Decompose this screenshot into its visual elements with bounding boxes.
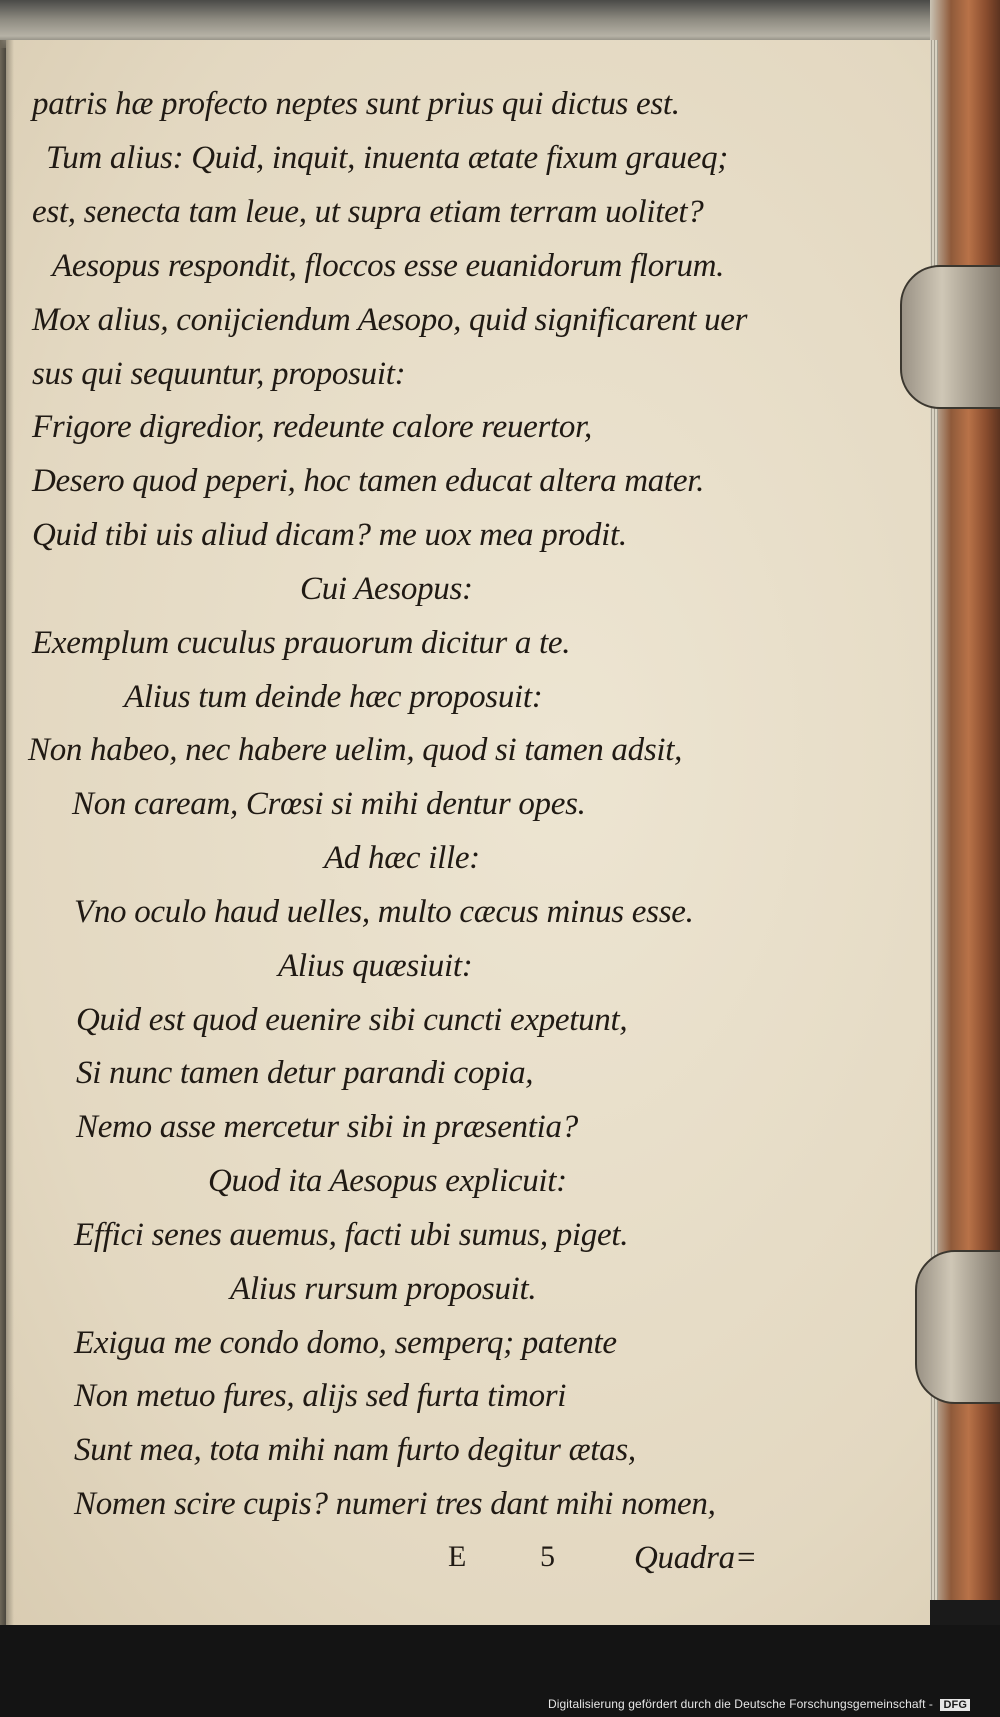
text-line: Alius tum deinde hæc proposuit: — [124, 679, 543, 715]
text-line: Quod ita Aesopus explicuit: — [208, 1163, 567, 1199]
signature-mark: E — [448, 1540, 467, 1573]
text-line: Non caream, Crœsi si mihi dentur opes. — [72, 786, 586, 822]
text-line: Cui Aesopus: — [300, 571, 473, 607]
text-line: Quid tibi uis aliud dicam? me uox mea prodit. — [32, 517, 627, 553]
catchword: Quadra= — [634, 1540, 757, 1576]
text-line: Quid est quod euenire sibi cuncti expetunt, — [76, 1002, 628, 1038]
text-line: Non habeo, nec habere uelim, quod si tamen adsit, — [28, 732, 683, 768]
text-line: Vno oculo haud uelles, multo cæcus minus esse. — [74, 894, 694, 930]
text-line: sus qui sequuntur, proposuit: — [32, 356, 406, 392]
text-line: patris hæ profecto neptes sunt prius qui dictus est. — [32, 86, 680, 122]
text-line: Alius rursum proposuit. — [230, 1271, 537, 1307]
text-line: Alius quæsiuit: — [278, 948, 473, 984]
text-line: Exigua me condo domo, semperq; patente — [74, 1325, 617, 1361]
text-line: Non metuo fures, alijs sed furta timori — [74, 1378, 567, 1414]
text-line: Exemplum cuculus prauorum dicitur a te. — [32, 625, 571, 661]
clasp-top — [900, 265, 1000, 409]
gutter-shadow — [0, 40, 14, 1625]
text-line: Aesopus respondit, floccos esse euanidorum florum. — [52, 248, 725, 284]
signature-number: 5 — [540, 1540, 555, 1573]
text-line: Si nunc tamen detur parandi copia, — [76, 1055, 534, 1091]
text-line: Desero quod peperi, hoc tamen educat altera mater. — [32, 463, 705, 499]
text-line: Mox alius, conijciendum Aesopo, quid significarent uer — [32, 302, 748, 338]
clasp-bottom — [915, 1250, 1000, 1404]
text-line: Effici senes auemus, facti ubi sumus, piget. — [74, 1217, 629, 1253]
text-line: Frigore digredior, redeunte calore reuertor, — [32, 409, 592, 445]
text-line: Tum alius: Quid, inquit, inuenta ætate fixum graueq; — [46, 140, 728, 176]
digitization-credit — [548, 1697, 970, 1711]
text-line: Nomen scire cupis? numeri tres dant mihi nomen, — [74, 1486, 716, 1522]
text-line: Nemo asse mercetur sibi in præsentia? — [76, 1109, 578, 1145]
text-line: est, senecta tam leue, ut supra etiam terram uolitet? — [32, 194, 704, 230]
text-line: Sunt mea, tota mihi nam furto degitur ætas, — [74, 1432, 636, 1468]
dfg-logo-icon: DFG — [940, 1699, 970, 1711]
credit-text: Digitalisierung gefördert durch die Deutsche Forschungsgemeinschaft - — [547, 1697, 934, 1711]
text-line: Ad hæc ille: — [324, 840, 480, 876]
